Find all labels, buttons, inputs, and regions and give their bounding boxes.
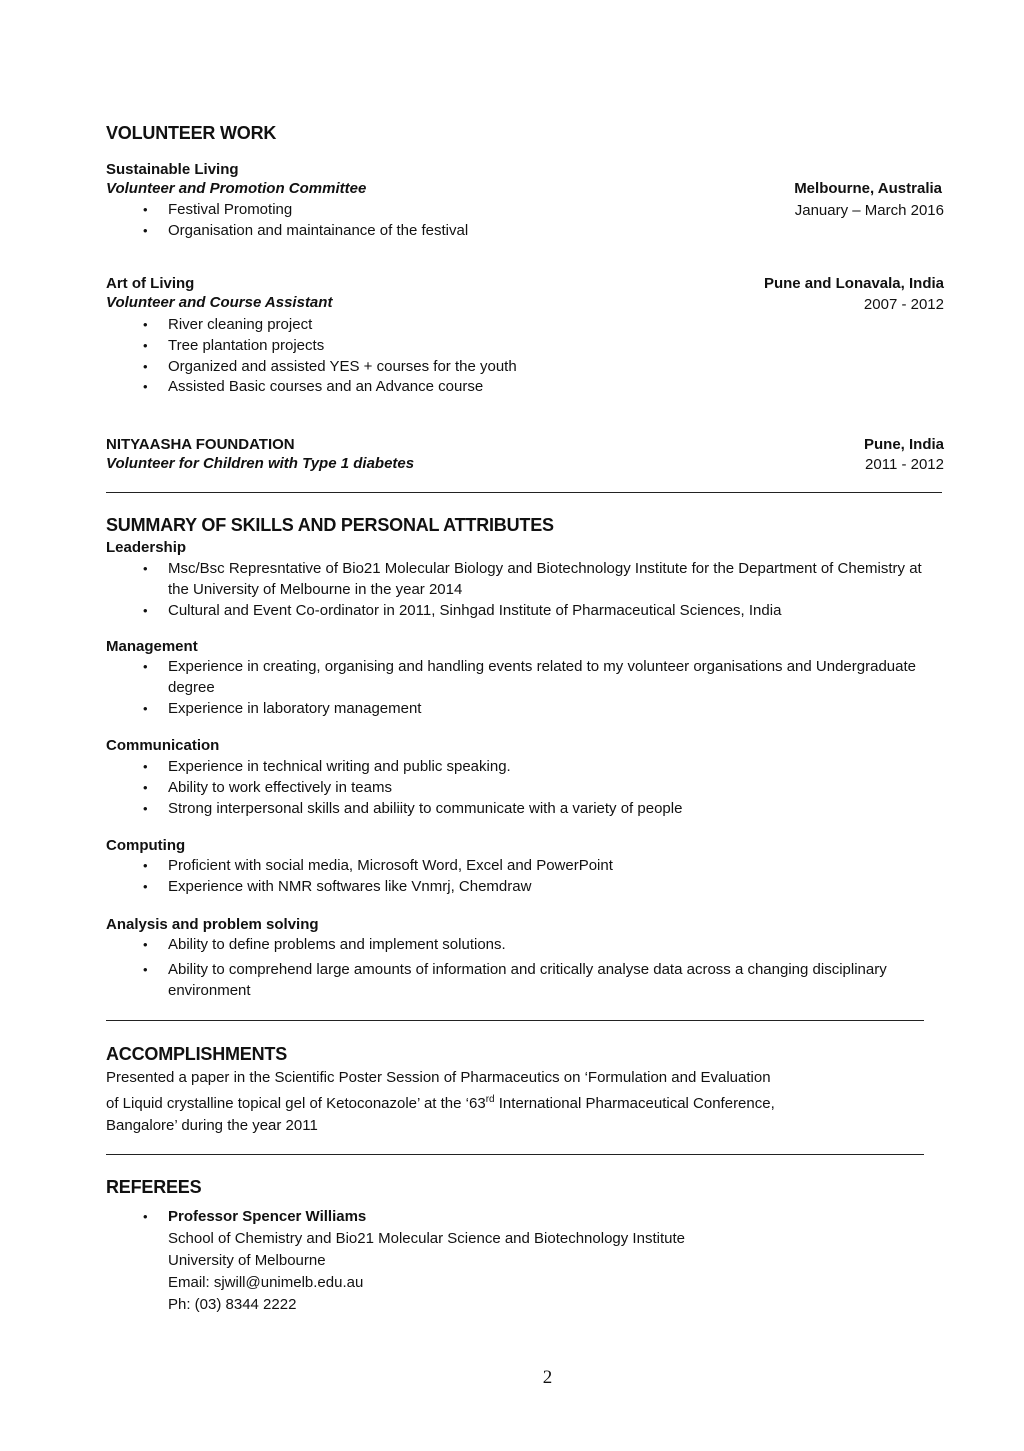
skill-group-title: Leadership bbox=[106, 539, 187, 556]
list-item: • Msc/Bsc Represntative of Bio21 Molecular Biology and Biotechnology Institute for the Department of Chemistry at the University of Melbourne in the year 2014 bbox=[106, 559, 942, 601]
list-item: • Experience with NMR softwares like Vnmrj, Chemdraw bbox=[106, 877, 942, 898]
referees-heading: REFEREES bbox=[106, 1177, 202, 1197]
referee-detail: University of Melbourne bbox=[168, 1252, 326, 1269]
list-item: • Festival Promoting bbox=[106, 200, 706, 221]
skill-bullets bbox=[106, 657, 942, 719]
list-item bbox=[106, 1206, 942, 1316]
skill-group-title: Communication bbox=[106, 737, 220, 754]
skill-group-title: Computing bbox=[106, 837, 186, 854]
referee-name: • Professor Spencer Williams bbox=[168, 1208, 367, 1225]
accomplishment-line: Presented a paper in the Scientific Poster Session of Pharmaceutics on ‘Formulation and Evaluation bbox=[106, 1069, 771, 1086]
volunteer-dates: January – March 2016 bbox=[794, 202, 944, 219]
skill-group-title: Management bbox=[106, 638, 198, 655]
volunteer-location: Melbourne, Australia bbox=[794, 180, 942, 197]
list-item: • River cleaning project bbox=[106, 315, 706, 336]
list-item: • Tree plantation projects bbox=[106, 336, 706, 357]
section-divider bbox=[106, 492, 942, 493]
skill-group-title: Analysis and problem solving bbox=[106, 916, 319, 933]
list-item: • Experience in laboratory management bbox=[106, 699, 942, 720]
volunteer-org: Sustainable Living bbox=[106, 161, 239, 178]
volunteer-bullets bbox=[106, 200, 706, 242]
list-item: • Ability to define problems and implement solutions. bbox=[106, 935, 942, 956]
list-item: • Experience in creating, organising and handling events related to my volunteer organisations and Undergraduate degree bbox=[106, 657, 942, 699]
list-item: • Proficient with social media, Microsoft Word, Excel and PowerPoint bbox=[106, 856, 942, 877]
skills-heading: SUMMARY OF SKILLS AND PERSONAL ATTRIBUTES bbox=[106, 515, 554, 535]
volunteer-heading: VOLUNTEER WORK bbox=[106, 123, 277, 143]
accomplishments-heading: ACCOMPLISHMENTS bbox=[106, 1044, 287, 1064]
accomplishment-line-part: of Liquid crystalline topical gel of Ketoconazole’ at the ‘63 bbox=[106, 1095, 486, 1112]
list-item: • Cultural and Event Co-ordinator in 2011, Sinhgad Institute of Pharmaceutical Sciences, India bbox=[106, 601, 942, 622]
skill-bullets bbox=[106, 559, 942, 621]
volunteer-role: Volunteer for Children with Type 1 diabetes bbox=[106, 455, 415, 472]
skill-bullets bbox=[106, 757, 942, 819]
referee-phone: Ph: (03) 8344 2222 bbox=[168, 1296, 297, 1313]
list-item: • Organized and assisted YES + courses for the youth bbox=[106, 357, 706, 378]
page-number: 2 bbox=[542, 1367, 553, 1388]
volunteer-location: Pune and Lonavala, India bbox=[763, 275, 944, 292]
section-divider bbox=[106, 1020, 924, 1021]
volunteer-bullets bbox=[106, 315, 706, 398]
section-divider bbox=[106, 1154, 924, 1155]
list-item: • Organisation and maintainance of the festival bbox=[106, 221, 706, 242]
referee-list bbox=[106, 1206, 942, 1316]
ordinal-superscript: rd bbox=[485, 1094, 495, 1105]
volunteer-org: Art of Living bbox=[106, 275, 195, 292]
volunteer-org: NITYAASHA FOUNDATION bbox=[106, 436, 295, 453]
list-item: • Experience in technical writing and public speaking. bbox=[106, 757, 942, 778]
volunteer-location: Pune, India bbox=[863, 436, 944, 453]
list-item: • Strong interpersonal skills and abiliity to communicate with a variety of people bbox=[106, 799, 942, 820]
accomplishment-line: Bangalore’ during the year 2011 bbox=[106, 1117, 318, 1134]
volunteer-role: Volunteer and Promotion Committee bbox=[106, 180, 367, 197]
list-item: • Ability to work effectively in teams bbox=[106, 778, 942, 799]
list-item: • Ability to comprehend large amounts of information and critically analyse data across a changing disciplinary environment bbox=[106, 960, 942, 1002]
volunteer-dates: 2007 - 2012 bbox=[863, 296, 944, 313]
accomplishments-text bbox=[106, 1067, 936, 1137]
volunteer-dates: 2011 - 2012 bbox=[865, 456, 944, 473]
accomplishment-line bbox=[106, 1089, 936, 1115]
list-item: • Assisted Basic courses and an Advance course bbox=[106, 377, 706, 398]
skill-bullets bbox=[106, 856, 942, 898]
referee-detail: School of Chemistry and Bio21 Molecular Science and Biotechnology Institute bbox=[168, 1230, 685, 1247]
volunteer-role: Volunteer and Course Assistant bbox=[106, 294, 333, 311]
accomplishment-line-part: International Pharmaceutical Conference, bbox=[494, 1095, 775, 1112]
referee-email: Email: sjwill@unimelb.edu.au bbox=[168, 1274, 364, 1291]
skill-bullets bbox=[106, 935, 942, 1001]
